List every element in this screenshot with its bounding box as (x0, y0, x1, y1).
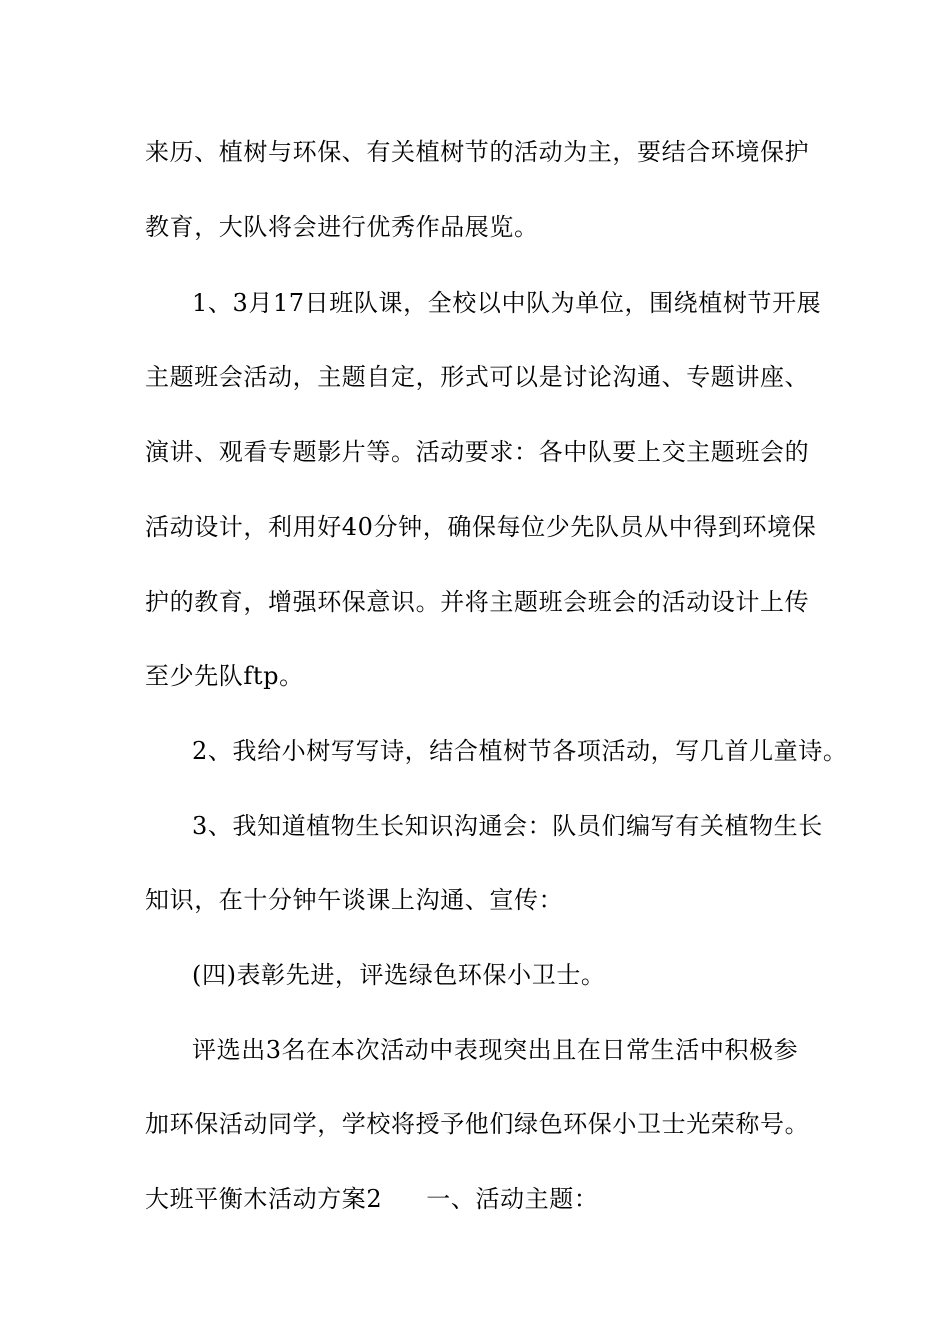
text-line-3: 1、3月17日班队课，全校以中队为单位，围绕植树节开展 (192, 289, 822, 317)
text-line-7: 护的教育，增强环保意识。并将主题班会班会的活动设计上传 (145, 588, 810, 616)
text-line-12: (四)表彰先进，评选绿色环保小卫士。 (192, 961, 606, 989)
text-line-1: 来历、植树与环保、有关植树节的活动为主，要结合环境保护 (145, 138, 810, 166)
activity-theme-heading: 一、活动主题： (426, 1185, 599, 1213)
plan-title: 大班平衡木活动方案2 (145, 1185, 383, 1213)
text-line-9: 2、我给小树写写诗，结合植树节各项活动，写几首儿童诗。 (192, 737, 848, 765)
section-heading-line (145, 1184, 845, 1214)
text-line-14: 加环保活动同学，学校将授予他们绿色环保小卫士光荣称号。 (145, 1110, 810, 1138)
text-line-4: 主题班会活动，主题自定，形式可以是讨论沟通、专题讲座、 (145, 363, 810, 391)
text-line-13: 评选出3名在本次活动中表现突出且在日常生活中积极参 (192, 1036, 799, 1064)
text-line-5: 演讲、观看专题影片等。活动要求：各中队要上交主题班会的 (145, 438, 810, 466)
text-line-10: 3、我知道植物生长知识沟通会：队员们编写有关植物生长 (192, 812, 823, 840)
text-line-6: 活动设计，利用好40分钟，确保每位少先队员从中得到环境保 (145, 513, 817, 541)
text-line-8: 至少先队ftp。 (145, 662, 304, 690)
text-line-2: 教育，大队将会进行优秀作品展览。 (145, 213, 539, 241)
text-line-11: 知识，在十分钟午谈课上沟通、宣传： (145, 886, 564, 914)
